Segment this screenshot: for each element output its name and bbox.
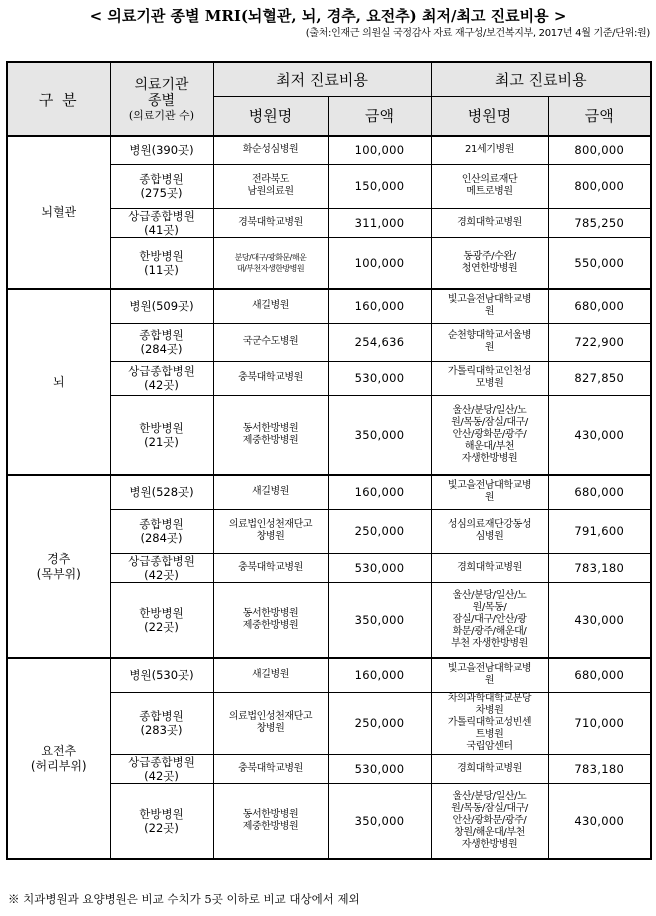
min-hospital-cell-line: 경북대학교병원 <box>238 216 303 228</box>
max-amount-cell: 710,000 <box>548 692 651 754</box>
header-min-hospital: 병원명 <box>213 96 328 136</box>
min-amount-cell: 530,000 <box>328 553 431 582</box>
institution-type-cell-line: 종합병원 <box>139 517 184 531</box>
max-amount-cell: 550,000 <box>548 237 651 289</box>
min-hospital-cell <box>213 475 328 509</box>
footnote: ※ 치과병원과 요양병원은 비교 수치가 5곳 이하로 비교 대상에서 제외 <box>8 892 360 906</box>
header-max-cost: 최고 진료비용 <box>431 62 651 96</box>
max-hospital-cell-line: 해운대/부천 <box>464 440 515 452</box>
institution-type-cell-line: 병원(509곳) <box>129 299 194 314</box>
max-hospital-cell-line: 빛고을전남대학교병 <box>447 663 532 675</box>
institution-type-cell-line: 종합병원 <box>139 328 184 342</box>
max-hospital-cell-line: 안산/광화문/광주/ <box>452 428 527 440</box>
min-hospital-cell <box>213 164 328 208</box>
min-hospital-cell-line: 새길병원 <box>251 669 290 681</box>
min-hospital-cell <box>213 692 328 754</box>
max-amount-cell: 430,000 <box>548 582 651 658</box>
institution-type-cell-line: (284곳) <box>140 342 183 356</box>
min-hospital-cell-line: 새길병원 <box>251 486 290 498</box>
max-hospital-cell-line: 21세기병원 <box>465 144 514 156</box>
min-hospital-cell <box>213 582 328 658</box>
max-hospital-cell <box>431 361 548 395</box>
max-hospital-cell-line: 인산의료재단 <box>461 174 518 185</box>
table-row <box>7 658 651 692</box>
region-group <box>7 136 651 289</box>
min-hospital-cell <box>213 553 328 582</box>
institution-type-cell-line: 한방병원 <box>139 248 184 263</box>
min-amount-cell: 100,000 <box>328 237 431 289</box>
header-min-cost: 최저 진료비용 <box>213 62 431 96</box>
max-hospital-cell <box>431 553 548 582</box>
max-hospital-cell-line: 울산/분당/일산/노 <box>452 589 527 601</box>
min-hospital-cell-line: 동서한방병원 <box>242 607 299 619</box>
max-hospital-cell <box>431 164 548 208</box>
min-hospital-cell <box>213 136 328 164</box>
max-hospital-cell <box>431 289 548 323</box>
min-hospital-cell-line: 분당/대구/광화문/해운 <box>234 252 307 262</box>
min-hospital-cell <box>213 289 328 323</box>
header-max-amount: 금액 <box>548 96 651 136</box>
institution-type-cell <box>110 323 213 361</box>
max-hospital-cell <box>431 208 548 237</box>
institution-type-cell-line: 한방병원 <box>139 806 184 821</box>
min-hospital-cell-line: 동서한방병원 <box>242 808 299 820</box>
institution-type-cell-line: (42곳) <box>144 378 179 392</box>
institution-type-cell-line: 종합병원 <box>139 709 184 723</box>
institution-type-cell-line: 한방병원 <box>139 605 184 620</box>
max-hospital-cell-line: 원 <box>484 492 495 504</box>
institution-type-cell <box>110 237 213 289</box>
min-hospital-cell <box>213 323 328 361</box>
region-cell-line: (목부위) <box>36 566 81 581</box>
min-hospital-cell-line: 충북대학교병원 <box>238 372 303 383</box>
institution-type-cell-line: (283곳) <box>140 723 183 737</box>
header-max-hospital: 병원명 <box>431 96 548 136</box>
min-hospital-cell <box>213 783 328 859</box>
institution-type-cell <box>110 289 213 323</box>
min-hospital-cell-line: 대/부천자생한방병원 <box>236 263 305 273</box>
max-amount-cell: 783,180 <box>548 553 651 582</box>
max-hospital-cell-line: 메트로병원 <box>466 186 513 197</box>
mri-cost-table <box>6 61 652 860</box>
max-hospital-cell-line: 모병원 <box>475 378 504 389</box>
max-amount-cell: 800,000 <box>548 164 651 208</box>
institution-type-cell <box>110 136 213 164</box>
max-hospital-cell <box>431 754 548 783</box>
min-amount-cell: 350,000 <box>328 395 431 475</box>
min-amount-cell: 350,000 <box>328 783 431 859</box>
max-hospital-cell-line: 청연한방병원 <box>461 262 518 274</box>
max-hospital-cell-line: 동광주/수완/ <box>463 250 516 262</box>
institution-type-cell <box>110 582 213 658</box>
min-hospital-cell-line: 전라북도 <box>251 174 290 185</box>
max-hospital-cell-line: 원 <box>484 342 495 353</box>
institution-type-cell <box>110 164 213 208</box>
max-hospital-cell-line: 원/목동/ <box>472 601 507 613</box>
min-hospital-cell-line: 화순성심병원 <box>242 144 299 156</box>
max-hospital-cell-line: 가톨릭대학교인천성 <box>447 366 532 377</box>
max-hospital-cell-line: 빛고을전남대학교병 <box>447 480 532 492</box>
header-institution-type <box>110 62 213 136</box>
min-hospital-cell-line: 충북대학교병원 <box>238 561 303 573</box>
max-hospital-cell-line: 화문/광주/해운대/ <box>452 625 527 637</box>
region-cell-line: 요전추 <box>41 743 77 758</box>
max-amount-cell: 430,000 <box>548 783 651 859</box>
region-cell-line: 뇌 <box>52 374 65 389</box>
max-hospital-cell-line: 안산/광화문/광주/ <box>452 814 527 826</box>
min-hospital-cell-line: 의료법인성천재단고 <box>228 519 313 530</box>
max-amount-cell: 430,000 <box>548 395 651 475</box>
institution-type-cell <box>110 754 213 783</box>
max-hospital-cell-line: 울산/분당/일산/노 <box>452 790 527 802</box>
institution-type-cell-line: 병원(530곳) <box>129 668 194 683</box>
max-hospital-cell-line: 성심의료재단강동성 <box>447 519 532 530</box>
min-amount-cell: 160,000 <box>328 658 431 692</box>
max-hospital-cell-line: 부천 자생한방병원 <box>451 637 528 649</box>
max-hospital-cell-line: 경희대학교병원 <box>457 216 522 228</box>
max-hospital-cell-line: 자생한방병원 <box>461 838 518 850</box>
max-hospital-cell-line: 자생한방병원 <box>461 452 518 464</box>
max-hospital-cell-line: 심병원 <box>475 531 504 542</box>
institution-type-cell-line: 종합병원 <box>139 172 184 186</box>
min-hospital-cell <box>213 658 328 692</box>
max-amount-cell: 722,900 <box>548 323 651 361</box>
institution-type-cell <box>110 553 213 582</box>
max-amount-cell: 680,000 <box>548 658 651 692</box>
max-hospital-cell-line: 순천향대학교서울병 <box>447 330 532 341</box>
institution-type-cell-line: (21곳) <box>144 434 179 449</box>
max-hospital-cell <box>431 323 548 361</box>
max-hospital-cell <box>431 658 548 692</box>
region-cell-line: 뇌혈관 <box>41 205 77 219</box>
min-amount-cell: 250,000 <box>328 509 431 553</box>
min-amount-cell: 530,000 <box>328 361 431 395</box>
max-hospital-cell-line: 빛고을전남대학교병 <box>447 294 532 306</box>
institution-type-cell-line: 한방병원 <box>139 420 184 435</box>
min-hospital-cell <box>213 395 328 475</box>
max-amount-cell: 791,600 <box>548 509 651 553</box>
max-hospital-cell-line: 경희대학교병원 <box>457 561 522 573</box>
institution-type-cell-line: 상급종합병원 <box>128 754 195 769</box>
institution-type-cell-line: (41곳) <box>144 222 179 237</box>
max-amount-cell: 827,850 <box>548 361 651 395</box>
max-hospital-cell-line: 차병원 <box>475 705 504 716</box>
min-hospital-cell <box>213 208 328 237</box>
table-header <box>7 62 651 136</box>
table-row <box>7 475 651 509</box>
region-cell-line: 경추 <box>47 551 71 566</box>
min-amount-cell: 150,000 <box>328 164 431 208</box>
min-hospital-cell-line: 충북대학교병원 <box>238 762 303 774</box>
region-group <box>7 658 651 859</box>
max-amount-cell: 800,000 <box>548 136 651 164</box>
max-amount-cell: 680,000 <box>548 475 651 509</box>
max-hospital-cell <box>431 237 548 289</box>
region-cell <box>7 475 110 658</box>
max-amount-cell: 783,180 <box>548 754 651 783</box>
max-hospital-cell <box>431 582 548 658</box>
max-hospital-cell-line: 원 <box>484 306 495 318</box>
institution-type-cell <box>110 658 213 692</box>
min-hospital-cell-line: 제중한방병원 <box>242 820 299 832</box>
institution-type-cell <box>110 475 213 509</box>
institution-type-cell-line: (42곳) <box>144 567 179 582</box>
min-hospital-cell-line: 남원의료원 <box>247 186 294 197</box>
max-hospital-cell-line: 경희대학교병원 <box>457 762 522 774</box>
min-hospital-cell-line: 동서한방병원 <box>242 422 299 434</box>
min-amount-cell: 311,000 <box>328 208 431 237</box>
header-type-line2: 종별 <box>147 92 176 109</box>
min-amount-cell: 254,636 <box>328 323 431 361</box>
max-hospital-cell-line: 트병원 <box>475 729 504 740</box>
min-amount-cell: 530,000 <box>328 754 431 783</box>
max-amount-cell: 680,000 <box>548 289 651 323</box>
institution-type-cell-line: (42곳) <box>144 768 179 783</box>
institution-type-cell <box>110 208 213 237</box>
max-hospital-cell <box>431 692 548 754</box>
header-min-amount: 금액 <box>328 96 431 136</box>
institution-type-cell <box>110 395 213 475</box>
max-hospital-cell-line: 잠실/대구/안산/광 <box>452 613 527 625</box>
min-hospital-cell <box>213 754 328 783</box>
max-hospital-cell-line: 차의과학대학교분당 <box>447 693 532 704</box>
region-cell <box>7 136 110 289</box>
max-hospital-cell <box>431 136 548 164</box>
page-title: < 의료기관 종별 MRI(뇌혈관, 뇌, 경추, 요전추) 최저/최고 진료비용 > <box>89 7 567 25</box>
table-row <box>7 289 651 323</box>
institution-type-cell-line: 병원(390곳) <box>129 143 194 158</box>
min-hospital-cell <box>213 361 328 395</box>
min-hospital-cell-line: 새길병원 <box>251 300 290 312</box>
region-group <box>7 475 651 658</box>
region-group <box>7 289 651 475</box>
institution-type-cell-line: 상급종합병원 <box>128 553 195 568</box>
institution-type-cell-line: (22곳) <box>144 820 179 835</box>
max-amount-cell: 785,250 <box>548 208 651 237</box>
min-hospital-cell-line: 창병원 <box>256 531 285 542</box>
min-amount-cell: 250,000 <box>328 692 431 754</box>
min-amount-cell: 160,000 <box>328 475 431 509</box>
institution-type-cell-line: (284곳) <box>140 531 183 545</box>
min-hospital-cell-line: 창병원 <box>256 723 285 734</box>
header-type-line3: (의료기관 수) <box>128 108 195 122</box>
min-amount-cell: 160,000 <box>328 289 431 323</box>
institution-type-cell-line: 병원(528곳) <box>129 485 194 500</box>
source-note: (출처:인재근 의원실 국정감사 자료 재구성/보건복지부, 2017년 4월 기준/단위:원) <box>305 28 650 39</box>
max-hospital-cell <box>431 509 548 553</box>
max-hospital-cell-line: 원/목동/잠실/대구/ <box>451 416 528 428</box>
institution-type-cell <box>110 692 213 754</box>
max-hospital-cell-line: 가톨릭대학교성빈센 <box>447 717 532 728</box>
region-cell-line: (허리부위) <box>30 758 87 773</box>
max-hospital-cell-line: 원 <box>484 675 495 687</box>
min-amount-cell: 350,000 <box>328 582 431 658</box>
institution-type-cell-line: (22곳) <box>144 619 179 634</box>
institution-type-cell-line: (11곳) <box>144 262 179 277</box>
min-hospital-cell-line: 제중한방병원 <box>242 434 299 446</box>
max-hospital-cell <box>431 783 548 859</box>
institution-type-cell <box>110 361 213 395</box>
institution-type-cell-line: 상급종합병원 <box>128 364 195 378</box>
min-hospital-cell-line: 의료법인성천재단고 <box>228 711 313 722</box>
min-hospital-cell-line: 국군수도병원 <box>242 336 299 347</box>
min-hospital-cell-line: 제중한방병원 <box>242 619 299 631</box>
max-hospital-cell-line: 원/목동/잠실/대구/ <box>451 802 528 814</box>
institution-type-cell <box>110 783 213 859</box>
max-hospital-cell-line: 울산/분당/일산/노 <box>452 404 527 416</box>
institution-type-cell-line: (275곳) <box>140 186 183 200</box>
max-hospital-cell <box>431 395 548 475</box>
region-cell <box>7 289 110 475</box>
min-hospital-cell <box>213 237 328 289</box>
max-hospital-cell <box>431 475 548 509</box>
institution-type-cell-line: 상급종합병원 <box>128 208 195 223</box>
max-hospital-cell-line: 창원/해운대/부천 <box>454 826 525 838</box>
min-amount-cell: 100,000 <box>328 136 431 164</box>
header-category: 구 분 <box>7 62 110 136</box>
min-hospital-cell <box>213 509 328 553</box>
max-hospital-cell-line: 국립암센터 <box>466 741 513 752</box>
table-row <box>7 136 651 164</box>
region-cell <box>7 658 110 859</box>
institution-type-cell <box>110 509 213 553</box>
header-type-line1: 의료기관 <box>134 76 189 93</box>
